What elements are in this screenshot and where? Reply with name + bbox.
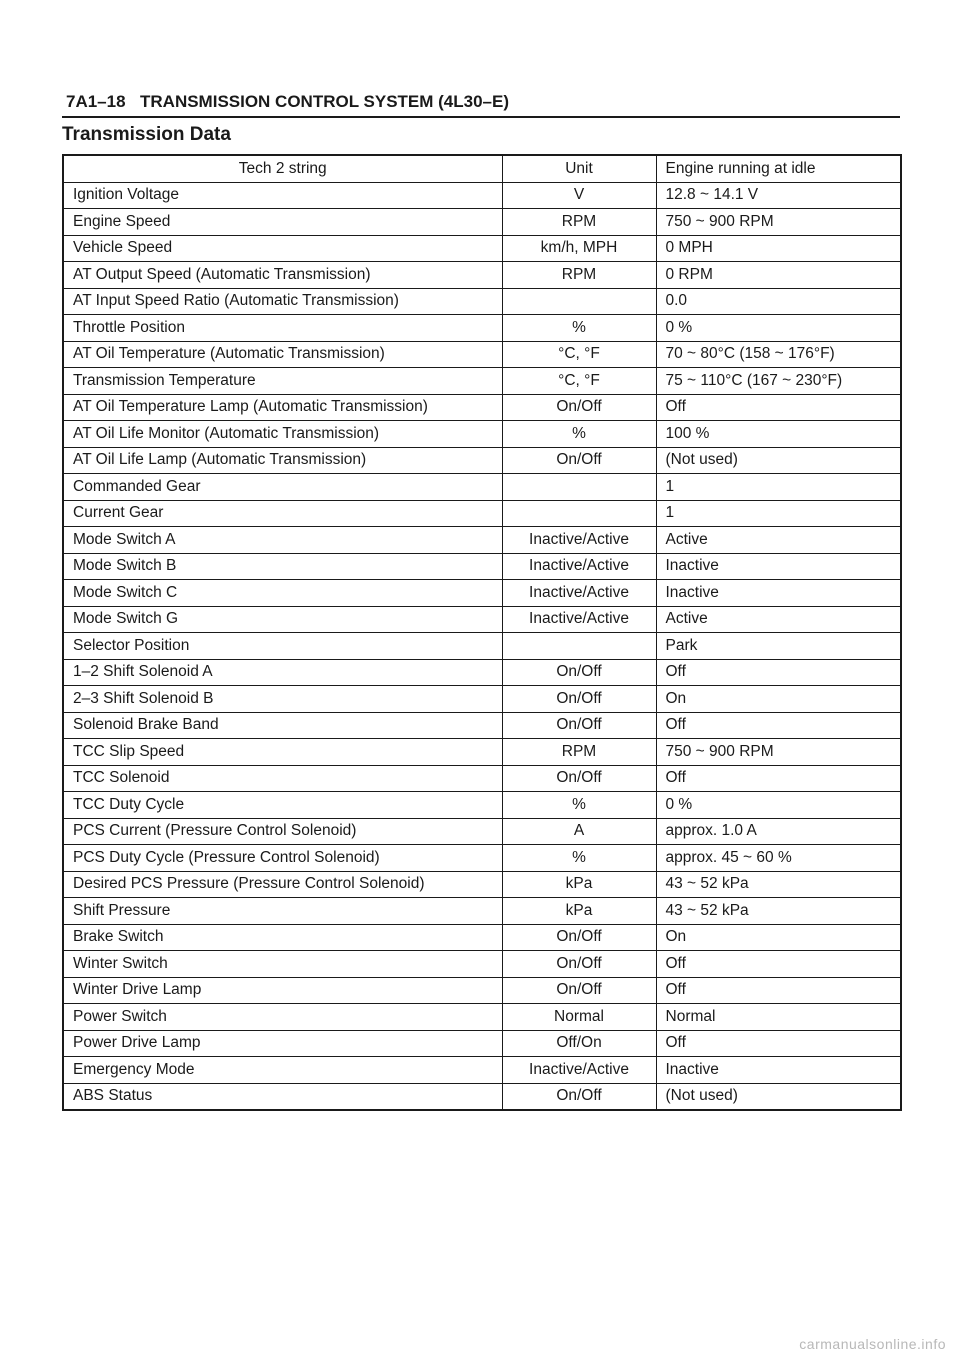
tech2-string-cell: Power Drive Lamp xyxy=(63,1030,502,1057)
idle-value-cell: 75 ~ 110°C (167 ~ 230°F) xyxy=(656,368,901,395)
table-row xyxy=(63,421,901,448)
idle-value-cell: Park xyxy=(656,633,901,660)
idle-value-cell: Off xyxy=(656,977,901,1004)
page-header xyxy=(62,90,900,118)
idle-value-cell: 0 RPM xyxy=(656,262,901,289)
table-row xyxy=(63,527,901,554)
idle-value-cell: Off xyxy=(656,765,901,792)
tech2-string-cell: Shift Pressure xyxy=(63,898,502,925)
tech2-string-cell: Solenoid Brake Band xyxy=(63,712,502,739)
tech2-string-cell: Mode Switch G xyxy=(63,606,502,633)
table-row xyxy=(63,553,901,580)
tech2-string-cell: Vehicle Speed xyxy=(63,235,502,262)
unit-cell: kPa xyxy=(502,898,656,925)
table-row xyxy=(63,871,901,898)
table-row xyxy=(63,845,901,872)
tech2-string-cell: Current Gear xyxy=(63,500,502,527)
idle-value-cell: approx. 45 ~ 60 % xyxy=(656,845,901,872)
table-row xyxy=(63,633,901,660)
transmission-data-table xyxy=(62,154,902,1111)
idle-value-cell: 0 % xyxy=(656,315,901,342)
table-row xyxy=(63,924,901,951)
idle-value-cell: approx. 1.0 A xyxy=(656,818,901,845)
idle-value-cell: (Not used) xyxy=(656,447,901,474)
unit-cell: On/Off xyxy=(502,686,656,713)
table-row xyxy=(63,1030,901,1057)
unit-cell: On/Off xyxy=(502,765,656,792)
idle-value-cell: Off xyxy=(656,951,901,978)
tech2-string-cell: AT Oil Life Lamp (Automatic Transmission) xyxy=(63,447,502,474)
unit-cell xyxy=(502,633,656,660)
section-title: Transmission Data xyxy=(62,124,231,145)
column-header-engine-idle: Engine running at idle xyxy=(656,155,901,182)
idle-value-cell: Off xyxy=(656,1030,901,1057)
unit-cell: Off/On xyxy=(502,1030,656,1057)
table-row xyxy=(63,474,901,501)
table-row xyxy=(63,1057,901,1084)
idle-value-cell: 43 ~ 52 kPa xyxy=(656,898,901,925)
idle-value-cell: Inactive xyxy=(656,580,901,607)
idle-value-cell: 43 ~ 52 kPa xyxy=(656,871,901,898)
idle-value-cell: Active xyxy=(656,606,901,633)
unit-cell: °C, °F xyxy=(502,368,656,395)
tech2-string-cell: Ignition Voltage xyxy=(63,182,502,209)
unit-cell: V xyxy=(502,182,656,209)
unit-cell: On/Off xyxy=(502,951,656,978)
tech2-string-cell: Brake Switch xyxy=(63,924,502,951)
tech2-string-cell: AT Oil Temperature Lamp (Automatic Transmission) xyxy=(63,394,502,421)
idle-value-cell: 70 ~ 80°C (158 ~ 176°F) xyxy=(656,341,901,368)
table-row xyxy=(63,288,901,315)
unit-cell xyxy=(502,500,656,527)
table-row xyxy=(63,818,901,845)
idle-value-cell: Active xyxy=(656,527,901,554)
idle-value-cell: Inactive xyxy=(656,553,901,580)
idle-value-cell: 750 ~ 900 RPM xyxy=(656,209,901,236)
tech2-string-cell: Power Switch xyxy=(63,1004,502,1031)
tech2-string-cell: Winter Drive Lamp xyxy=(63,977,502,1004)
unit-cell: On/Off xyxy=(502,1083,656,1110)
table-row xyxy=(63,792,901,819)
unit-cell: Inactive/Active xyxy=(502,527,656,554)
tech2-string-cell: Engine Speed xyxy=(63,209,502,236)
tech2-string-cell: Selector Position xyxy=(63,633,502,660)
table-row xyxy=(63,580,901,607)
column-header-tech2-string: Tech 2 string xyxy=(63,155,502,182)
idle-value-cell: 1 xyxy=(656,500,901,527)
unit-cell: Inactive/Active xyxy=(502,580,656,607)
table-row xyxy=(63,1004,901,1031)
table-row xyxy=(63,977,901,1004)
unit-cell: RPM xyxy=(502,262,656,289)
tech2-string-cell: Desired PCS Pressure (Pressure Control Solenoid) xyxy=(63,871,502,898)
tech2-string-cell: AT Oil Temperature (Automatic Transmission) xyxy=(63,341,502,368)
idle-value-cell: 0 % xyxy=(656,792,901,819)
watermark: carmanualsonline.info xyxy=(799,1336,946,1352)
unit-cell: On/Off xyxy=(502,977,656,1004)
unit-cell: Inactive/Active xyxy=(502,553,656,580)
unit-cell: On/Off xyxy=(502,659,656,686)
table-row xyxy=(63,951,901,978)
table-row xyxy=(63,686,901,713)
table-row xyxy=(63,262,901,289)
table-row xyxy=(63,712,901,739)
table-row xyxy=(63,394,901,421)
tech2-string-cell: Winter Switch xyxy=(63,951,502,978)
table-row xyxy=(63,606,901,633)
idle-value-cell: On xyxy=(656,686,901,713)
unit-cell: Inactive/Active xyxy=(502,1057,656,1084)
table-row xyxy=(63,659,901,686)
idle-value-cell: Off xyxy=(656,659,901,686)
tech2-string-cell: Mode Switch A xyxy=(63,527,502,554)
table-row xyxy=(63,341,901,368)
tech2-string-cell: AT Output Speed (Automatic Transmission) xyxy=(63,262,502,289)
tech2-string-cell: ABS Status xyxy=(63,1083,502,1110)
unit-cell: RPM xyxy=(502,739,656,766)
table-row xyxy=(63,235,901,262)
tech2-string-cell: Emergency Mode xyxy=(63,1057,502,1084)
page-code: 7A1–18 xyxy=(66,92,126,111)
tech2-string-cell: PCS Current (Pressure Control Solenoid) xyxy=(63,818,502,845)
idle-value-cell: 0 MPH xyxy=(656,235,901,262)
tech2-string-cell: Transmission Temperature xyxy=(63,368,502,395)
unit-cell: % xyxy=(502,421,656,448)
tech2-string-cell: AT Input Speed Ratio (Automatic Transmission) xyxy=(63,288,502,315)
unit-cell: RPM xyxy=(502,209,656,236)
unit-cell: On/Off xyxy=(502,924,656,951)
table-row xyxy=(63,739,901,766)
tech2-string-cell: Mode Switch B xyxy=(63,553,502,580)
tech2-string-cell: TCC Slip Speed xyxy=(63,739,502,766)
idle-value-cell: On xyxy=(656,924,901,951)
unit-cell: °C, °F xyxy=(502,341,656,368)
unit-cell: % xyxy=(502,315,656,342)
idle-value-cell: (Not used) xyxy=(656,1083,901,1110)
unit-cell: kPa xyxy=(502,871,656,898)
unit-cell: % xyxy=(502,792,656,819)
idle-value-cell: 12.8 ~ 14.1 V xyxy=(656,182,901,209)
unit-cell: Normal xyxy=(502,1004,656,1031)
idle-value-cell: 1 xyxy=(656,474,901,501)
unit-cell: On/Off xyxy=(502,712,656,739)
unit-cell: km/h, MPH xyxy=(502,235,656,262)
tech2-string-cell: Throttle Position xyxy=(63,315,502,342)
tech2-string-cell: TCC Duty Cycle xyxy=(63,792,502,819)
tech2-string-cell: TCC Solenoid xyxy=(63,765,502,792)
tech2-string-cell: Commanded Gear xyxy=(63,474,502,501)
unit-cell xyxy=(502,474,656,501)
table-row xyxy=(63,898,901,925)
idle-value-cell: 100 % xyxy=(656,421,901,448)
unit-cell xyxy=(502,288,656,315)
tech2-string-cell: Mode Switch C xyxy=(63,580,502,607)
table-row xyxy=(63,209,901,236)
unit-cell: On/Off xyxy=(502,447,656,474)
page-title: TRANSMISSION CONTROL SYSTEM (4L30–E) xyxy=(140,92,510,111)
table-row xyxy=(63,765,901,792)
unit-cell: A xyxy=(502,818,656,845)
column-header-unit: Unit xyxy=(502,155,656,182)
idle-value-cell: Off xyxy=(656,394,901,421)
table-header-row xyxy=(63,155,901,182)
table-row xyxy=(63,500,901,527)
table-row xyxy=(63,447,901,474)
tech2-string-cell: AT Oil Life Monitor (Automatic Transmission) xyxy=(63,421,502,448)
table-body xyxy=(63,182,901,1110)
tech2-string-cell: PCS Duty Cycle (Pressure Control Solenoid) xyxy=(63,845,502,872)
tech2-string-cell: 1–2 Shift Solenoid A xyxy=(63,659,502,686)
unit-cell: Inactive/Active xyxy=(502,606,656,633)
table-row xyxy=(63,1083,901,1110)
idle-value-cell: Off xyxy=(656,712,901,739)
unit-cell: % xyxy=(502,845,656,872)
unit-cell: On/Off xyxy=(502,394,656,421)
transmission-data-table-container xyxy=(62,154,900,1111)
idle-value-cell: 750 ~ 900 RPM xyxy=(656,739,901,766)
table-row xyxy=(63,315,901,342)
idle-value-cell: Inactive xyxy=(656,1057,901,1084)
idle-value-cell: 0.0 xyxy=(656,288,901,315)
table-row xyxy=(63,368,901,395)
table-row xyxy=(63,182,901,209)
idle-value-cell: Normal xyxy=(656,1004,901,1031)
tech2-string-cell: 2–3 Shift Solenoid B xyxy=(63,686,502,713)
